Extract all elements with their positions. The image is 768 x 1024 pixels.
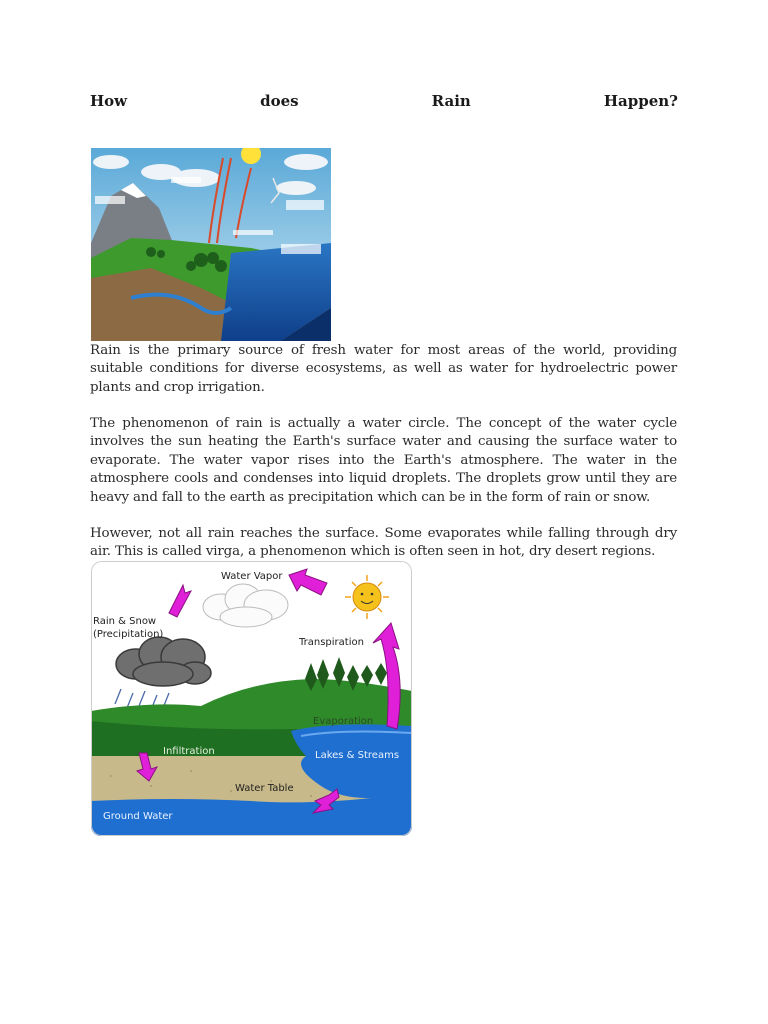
label-ground-water: Ground Water xyxy=(103,811,173,822)
label-precipitation: (Precipitation) xyxy=(93,629,164,640)
title-word-1: How xyxy=(90,92,128,110)
label-lakes-streams: Lakes & Streams xyxy=(315,750,400,761)
label-infiltration: Infiltration xyxy=(163,746,215,757)
title-word-4: Happen? xyxy=(603,92,678,110)
paragraph-water-cycle: The phenomenon of rain is actually a water circle. The concept of the water cycle involves the sun heating the Earth's surface water and causing the surface water to evaporate. The water vapor rises into the Earth's atmosphere. The water in the atmosphere cools and condenses into liquid droplets. The droplets grow until they are heavy and fall to the earth as precipitation which can be in the form of rain or snow. xyxy=(90,416,677,505)
label-rain-snow: Rain & Snow xyxy=(93,616,157,627)
paragraph-virga: However, not all rain reaches the surface. Some evaporates while falling through dry air. This is called virga, a phenomenon which is often seen in hot, dry desert regions. xyxy=(90,526,677,560)
water-cycle-illustration xyxy=(91,148,331,341)
page-title xyxy=(90,92,678,110)
paragraph-intro: Rain is the primary source of fresh water for most areas of the world, providing suitable conditions for diverse ecosystems, as well as water for hydroelectric power plants and crop irrigation. xyxy=(90,343,677,395)
label-water-table: Water Table xyxy=(235,783,294,794)
label-water-vapor: Water Vapor xyxy=(221,571,283,582)
label-evaporation: Evaporation xyxy=(313,716,374,727)
title-word-2: does xyxy=(260,92,299,110)
title-word-3: Rain xyxy=(431,92,471,110)
water-cycle-diagram xyxy=(91,561,412,836)
label-transpiration: Transpiration xyxy=(299,637,364,648)
